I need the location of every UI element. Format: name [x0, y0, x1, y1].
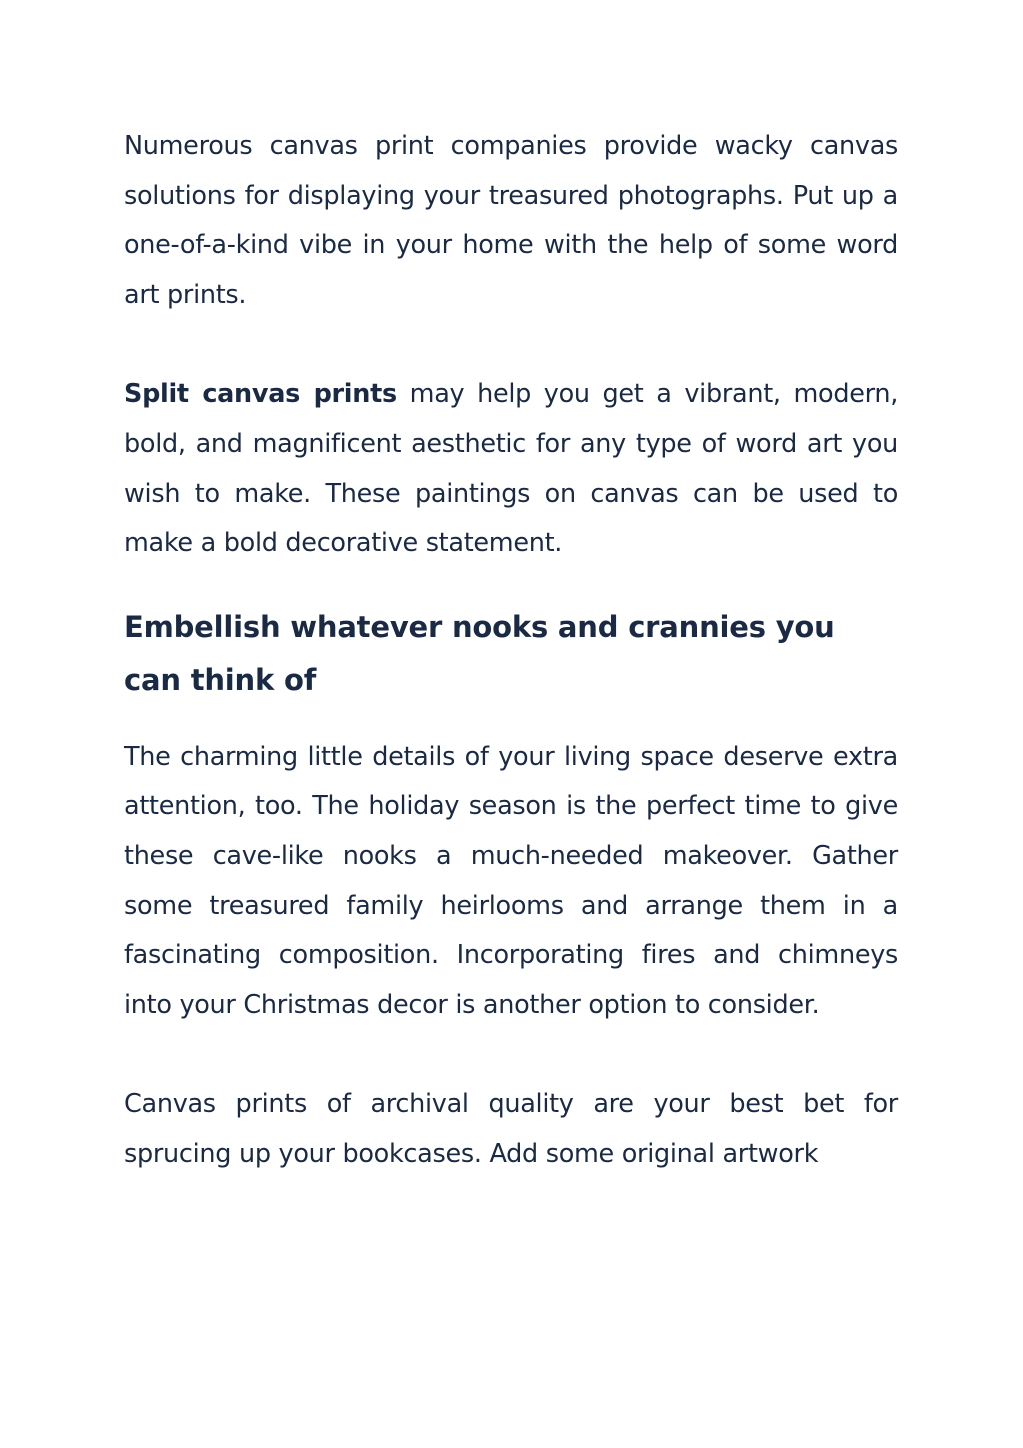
document-page [124, 122, 898, 1180]
split-canvas-link-text: Split canvas prints [124, 379, 397, 410]
paragraph-nooks: The charming little details of your living space deserve extra attention, too. The holiday season is the perfect time to give these cave-like nooks a much-needed makeover. Gather some treasured family heirlooms and arrange them in a fascinating composition. Incorporating fires and chimneys into your Christmas decor is another option to consider. [124, 741, 898, 1020]
paragraph-intro: Numerous canvas print companies provide wacky canvas solutions for displaying your treasured photographs. Put up a one-of-a-kind vibe in your home with the help of some word art prints. [124, 131, 898, 310]
paragraph-split-canvas-rest: may help you get a vibrant, modern, bold, and magnificent aesthetic for any type of word art you wish to make. These paintings on canvas can be used to make a bold decorative statement. [124, 379, 898, 559]
section-heading: Embellish whatever nooks and crannies you can think of [124, 609, 835, 697]
paragraph-bookcases: Canvas prints of archival quality are your best bet for sprucing up your bookcases. Add some original artwork [124, 1089, 898, 1169]
paragraph-split-canvas [124, 370, 898, 568]
